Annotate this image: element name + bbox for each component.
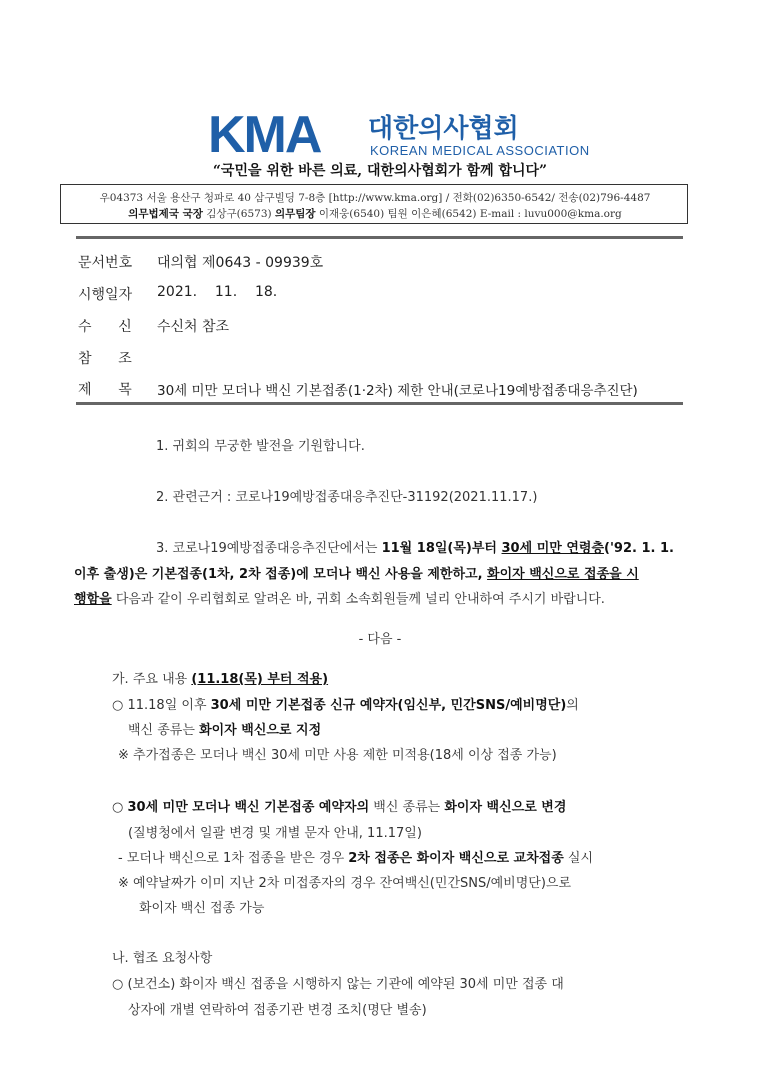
b2-bold-d: 화이자 백신으로 변경	[444, 800, 567, 815]
p3-date-bold: 11월 18일(목)부터	[381, 541, 502, 556]
bullet-2-line-1	[112, 796, 566, 815]
b1-l2-bold: 화이자 백신으로 지정	[199, 723, 322, 738]
b1-l2-text: 백신 종류는	[128, 723, 200, 738]
logo-korean-name: 대한의사협회	[368, 114, 519, 144]
section-na: 나. 협조 요청사항	[112, 951, 213, 966]
contact-team-label: 의무팀장	[274, 208, 316, 220]
b2-text: 백신 종류는	[369, 800, 445, 815]
bullet-1-line-2	[128, 719, 321, 738]
bullet-2-note-line-2: 화이자 백신 접종 가능	[139, 901, 265, 916]
p3-birth-start: ('92. 1. 1.	[604, 541, 674, 556]
address-box	[60, 184, 688, 224]
contact-dept-label: 의무법제국 국장	[128, 208, 203, 220]
section-ga	[112, 668, 328, 687]
paragraph-2: 2. 관련근거 : 코로나19예방접종대응추진단-31192(2021.11.17.)	[156, 490, 538, 505]
b2-dash-end: 실시	[563, 851, 594, 866]
doc-no-label: 문서번호	[78, 255, 133, 271]
b1-text-a: ○ 11.18일 이후	[112, 698, 211, 713]
kma-logo	[208, 106, 590, 164]
p3-pfizer-underline: 화이자 백신으로 접종을 시	[487, 567, 639, 582]
header-divider	[76, 236, 683, 239]
slogan: “국민을 위한 바른 의료, 대한의사협회가 함께 합니다”	[212, 163, 548, 179]
following-heading: - 다음 -	[358, 632, 402, 647]
logo-kma-mark: KMA	[208, 106, 321, 164]
b1-text-c: 의	[566, 698, 579, 713]
request-line-2: 상자에 개별 연락하여 접종기관 변경 조치(명단 별송)	[128, 1003, 427, 1018]
bullet-1-note: ※ 추가접종은 모더나 백신 30세 미만 사용 제한 미적용(18세 이상 접종 가능)	[118, 748, 557, 763]
section-ga-label: 가. 주요 내용	[112, 672, 192, 687]
paragraph-3-line-2	[74, 563, 639, 582]
p3-text-a: 3. 코로나19예방접종대응추진단에서는	[156, 541, 382, 556]
contact-line	[61, 206, 689, 221]
paragraph-1: 1. 귀회의 무궁한 발전을 기원합니다.	[156, 439, 365, 454]
b2-dash-text: - 모더나 백신으로 1차 접종을 받은 경우	[118, 851, 349, 866]
bullet-2-line-2: (질병청에서 일괄 변경 및 개별 문자 안내, 11.17일)	[128, 826, 422, 841]
paragraph-3-line-1	[156, 537, 674, 556]
p3-restriction-bold: 이후 출생)은 기본접종(1차, 2차 접종)에 모더나 백신 사용을 제한하고,	[74, 567, 488, 582]
bullet-2-dash	[118, 847, 593, 866]
address-line: 우04373 서울 용산구 청파로 40 삼구빌딩 7-8층 [http://www.kma.org] / 전화(02)6350-6542/ 전송(02)796-4487	[99, 192, 651, 204]
b2-dash-bold: 2차 접종은 화이자 백신으로 교차접종	[348, 851, 564, 866]
reference-label: 참 조	[78, 351, 132, 367]
contact-team-rest: 이재웅(6540) 팀원 이은혜(6542) E-mail : luvu000@kma.org	[318, 208, 622, 220]
date: 2021. 11. 18.	[157, 284, 278, 300]
meta-divider	[76, 402, 683, 405]
b2-mark: ○	[112, 800, 128, 815]
doc-no: 대의협 제0643 - 09939호	[157, 255, 324, 271]
subject: 30세 미만 모더나 백신 기본접종(1·2차) 제한 안내(코로나19예방접종대응추진단)	[157, 383, 638, 399]
p3-age-underline: 30세 미만 연령층	[501, 541, 605, 556]
recipient: 수신처 참조	[157, 319, 230, 335]
bullet-1-line-1	[112, 694, 579, 713]
request-line-1: ○ (보건소) 화이자 백신 접종을 시행하지 않는 기관에 예약된 30세 미만 접종 대	[112, 977, 564, 992]
recipient-label: 수 신	[78, 319, 132, 335]
subject-label: 제 목	[78, 382, 132, 398]
p3-text-rest: 다음과 같이 우리협회로 알려온 바, 귀회 소속회원들께 널리 안내하여 주시기 바랍니다.	[111, 592, 605, 607]
paragraph-3-line-3	[74, 588, 605, 607]
contact-dept-name: 김상구(6573)	[206, 208, 272, 220]
b1-bold: 30세 미만 기본접종 신규 예약자(임신부, 민간SNS/예비명단)	[210, 698, 567, 713]
p3-enforce-underline: 행함을	[74, 592, 112, 607]
b2-bold-a: 30세 미만 모더나 백신 기본접종 예약자의	[127, 800, 370, 815]
date-label: 시행일자	[78, 287, 133, 303]
bullet-2-note-line-1: ※ 예약날짜가 이미 지난 2차 미접종자의 경우 잔여백신(민간SNS/예비명단)으로	[118, 876, 572, 891]
logo-english-name: KOREAN MEDICAL ASSOCIATION	[370, 143, 590, 158]
section-ga-effective: (11.18(목) 부터 적용)	[191, 672, 329, 687]
